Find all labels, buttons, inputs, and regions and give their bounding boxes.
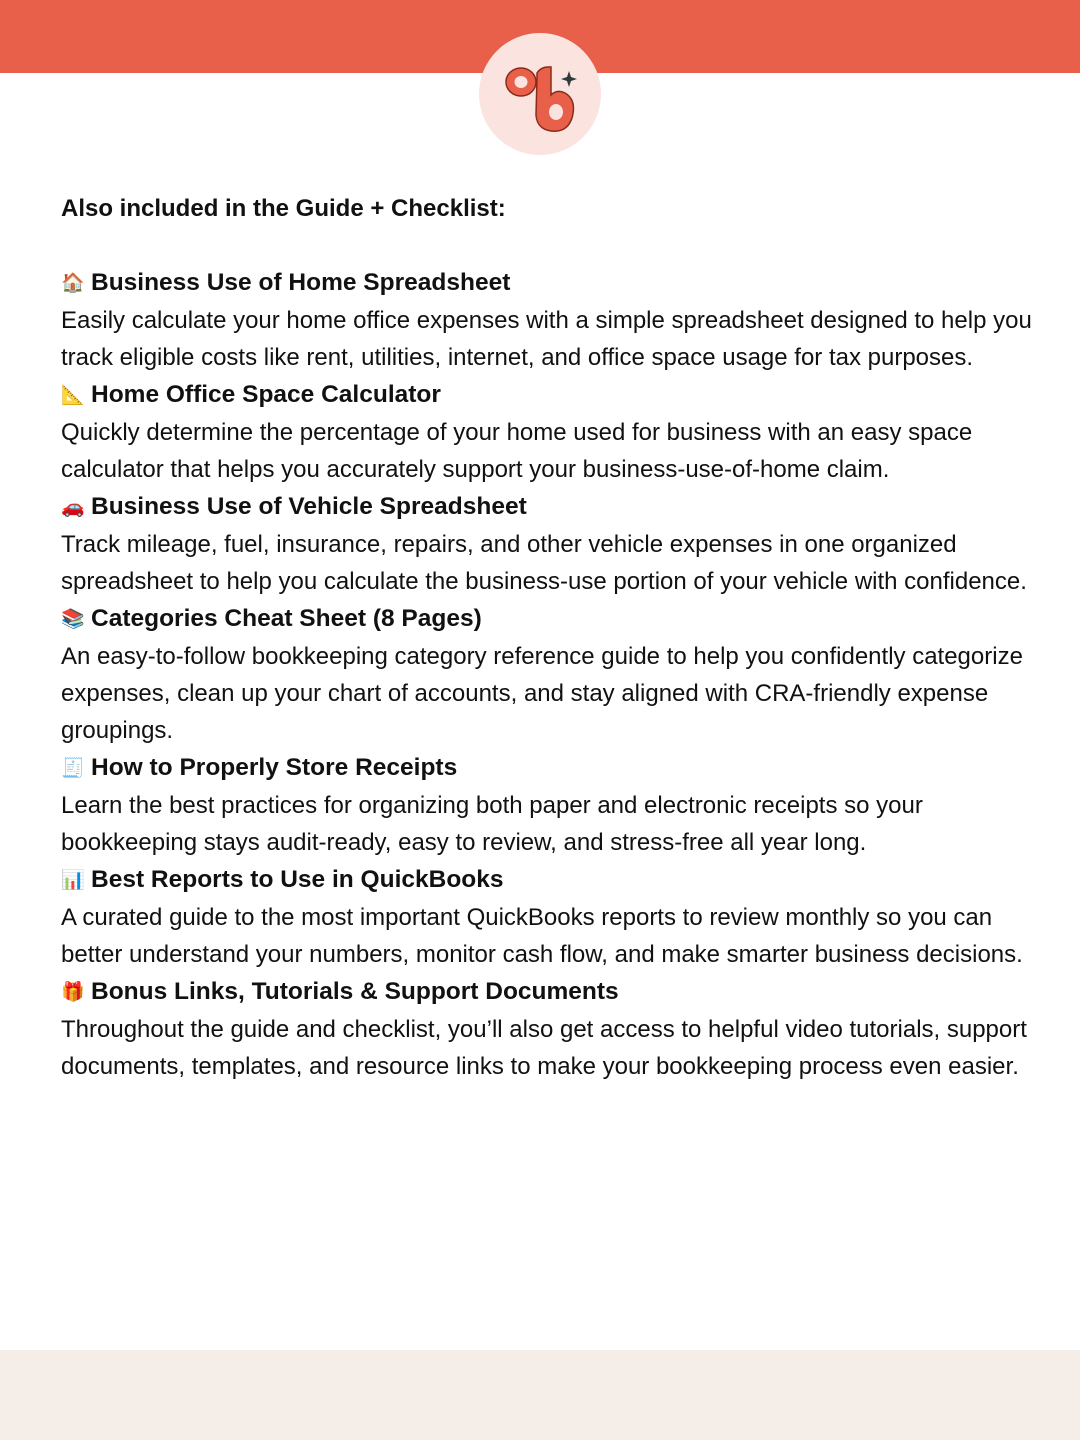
car-icon: 🚗 [61, 497, 85, 518]
item-description: Quickly determine the percentage of your home used for business with an easy space calculator that helps you accurately support your business-use-of-home claim. [61, 419, 973, 483]
gift-icon: 🎁 [61, 982, 85, 1003]
item-title [61, 376, 1046, 414]
receipt-icon: 🧾 [61, 758, 85, 779]
item-description: Throughout the guide and checklist, you’ll also get access to helpful video tutorials, support documents, templates, and resource links to make your bookkeeping process even easier. [61, 1016, 1027, 1080]
item-title-text: Business Use of Home Spreadsheet [91, 269, 511, 296]
list-item [61, 376, 1046, 488]
item-description: Easily calculate your home office expenses with a simple spreadsheet designed to help you track eligible costs like rent, utilities, internet, and office space usage for tax purposes. [61, 307, 1032, 371]
list-item [61, 600, 1046, 749]
list-item [61, 861, 1046, 973]
list-item [61, 973, 1046, 1085]
item-title [61, 749, 1046, 787]
books-icon: 📚 [61, 609, 85, 630]
bar-chart-icon: 📊 [61, 870, 85, 891]
item-title [61, 264, 1046, 302]
footer-band [0, 1350, 1080, 1440]
item-title-text: Home Office Space Calculator [91, 381, 441, 408]
house-icon: 🏠 [61, 273, 85, 294]
item-description: A curated guide to the most important QuickBooks reports to review monthly so you can better understand your numbers, monitor cash flow, and make smarter business decisions. [61, 904, 1023, 968]
included-list-section [61, 190, 1046, 1085]
list-item [61, 488, 1046, 600]
section-heading: Also included in the Guide + Checklist: [61, 195, 506, 222]
item-description: An easy-to-follow bookkeeping category reference guide to help you confidently categorize expenses, clean up your chart of accounts, and stay aligned with CRA-friendly expense groupings. [61, 643, 1023, 744]
item-title-text: How to Properly Store Receipts [91, 754, 458, 781]
item-title [61, 600, 1046, 638]
item-title-text: Best Reports to Use in QuickBooks [91, 866, 504, 893]
brand-logo [479, 33, 601, 155]
list-item [61, 264, 1046, 376]
list-item [61, 749, 1046, 861]
item-description: Track mileage, fuel, insurance, repairs, and other vehicle expenses in one organized spreadsheet to help you calculate the business-use portion of your vehicle with confidence. [61, 531, 1027, 595]
item-title-text: Business Use of Vehicle Spreadsheet [91, 493, 527, 520]
item-title-text: Bonus Links, Tutorials & Support Documents [91, 978, 619, 1005]
item-title [61, 861, 1046, 899]
triangle-ruler-icon: 📐 [61, 385, 85, 406]
item-title [61, 488, 1046, 526]
item-title [61, 973, 1046, 1011]
item-description: Learn the best practices for organizing both paper and electronic receipts so your bookkeeping stays audit-ready, easy to review, and stress-free all year long. [61, 792, 923, 856]
item-title-text: Categories Cheat Sheet (8 Pages) [91, 605, 482, 632]
